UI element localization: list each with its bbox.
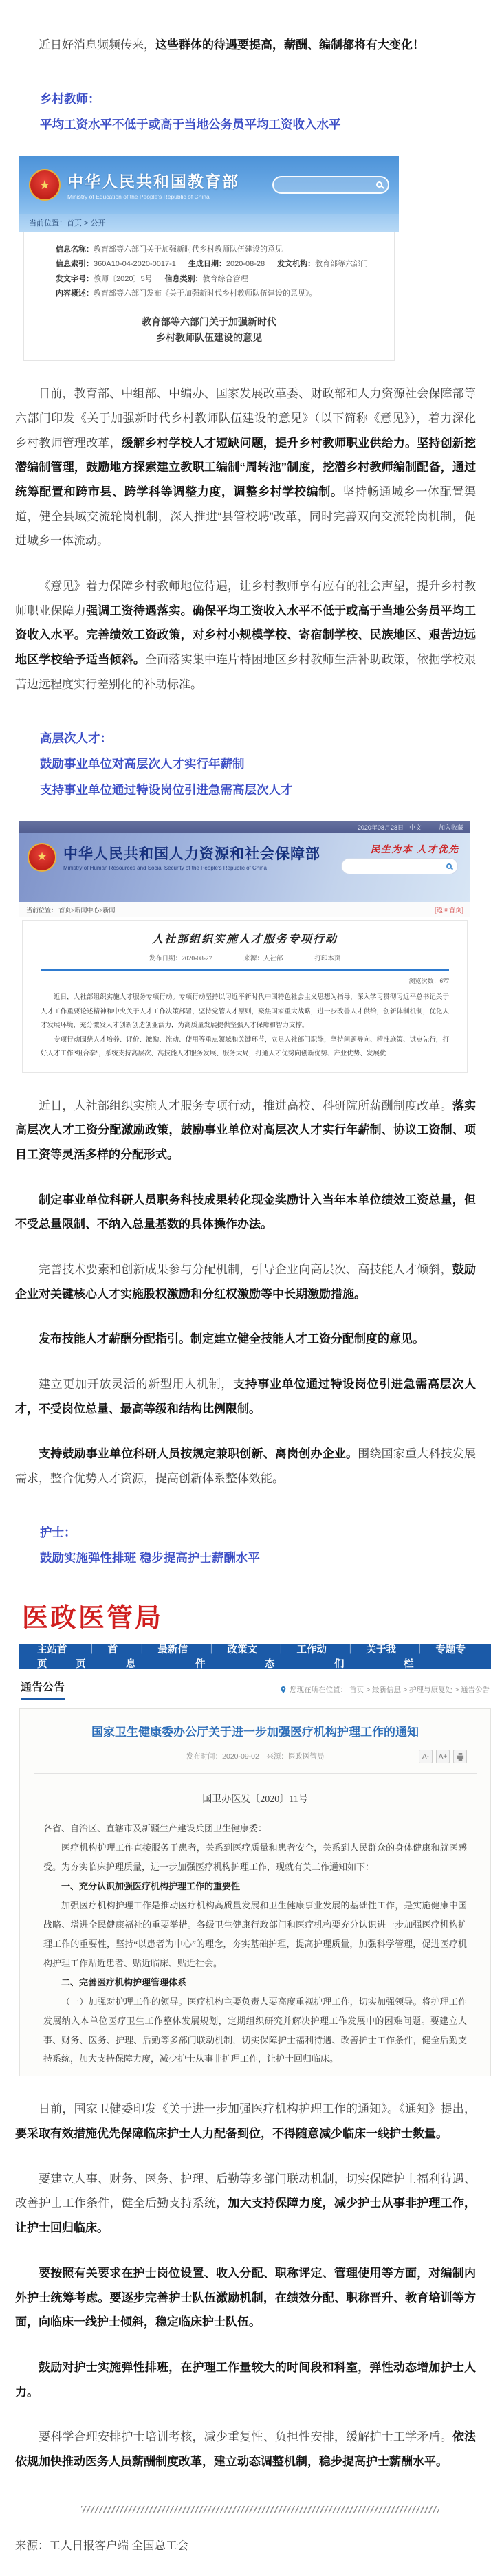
info-label: 信息名称： — [56, 245, 94, 254]
nurses-paragraph-4 — [15, 2355, 476, 2404]
info-label: 内容概述： — [56, 289, 94, 298]
moe-site-header — [19, 156, 399, 214]
text-run: 日前，国家卫健委印发《关于进一步加强医疗机构护理工作的通知》。《通知》提出， — [39, 2102, 476, 2116]
text-run: 完善技术要素和创新成果参与分配机制，引导企业向高层次、高技能人才倾斜， — [39, 1262, 452, 1276]
back-home-link[interactable]: [返回首页] — [435, 906, 463, 914]
nav-item[interactable]: ｜ 最新信息 — [126, 1642, 195, 1671]
text-run: 《意见》着力保障乡村教师地位待遇，让乡村教师享有应有的社会声望，提升乡村教师职业保障力 — [15, 580, 476, 617]
section-talents-heading-block — [15, 726, 476, 804]
text-run: 建立更加开放灵活的新型用人机制， — [39, 1378, 233, 1391]
text-run: 依法依规加快推动医务人员薪酬制度改革，建立动态调整机制，稳步提高护士薪酬水平。 — [15, 2430, 477, 2468]
text-run: 近日好消息频频传来， — [39, 38, 155, 52]
talents-paragraph-6 — [15, 1442, 476, 1490]
text-run: 强调工资待遇落实。确保平均工资收入水平不低于或高于当地公务员平均工资收入水平。完善绩效工资政策，对乡村小规模学校、寄宿制学校、民族地区、艰苦边远地区学校给予适当倾斜。 — [15, 604, 477, 667]
info-label: 生成日期： — [188, 260, 226, 269]
nurses-paragraph-1 — [15, 2097, 476, 2146]
text-run: 加大支持保障力度，减少护士从事非护理工作，让护士回归临床。 — [15, 2197, 477, 2235]
notice-title: 国家卫生健康委办公厅关于进一步加强医疗机构护理工作的通知 — [91, 1726, 419, 1739]
mohrss-article-card — [22, 920, 468, 1072]
print-button[interactable] — [453, 1750, 467, 1763]
font-increase-button[interactable]: A+ — [436, 1750, 450, 1763]
print-page-link[interactable]: 打印本页 — [314, 956, 341, 963]
mohrss-website-screenshot — [19, 821, 470, 1072]
intro-paragraph — [15, 33, 476, 58]
nav-item[interactable]: ｜ 关于我们 — [334, 1642, 404, 1671]
nurses-paragraph-5 — [15, 2425, 476, 2474]
nhc-notice-card — [19, 1708, 491, 2076]
mohrss-article-paragraph-2: 专项行动围绕人才培养、评价、激励、流动、使用等重点领域和关键环节，立足人社部门职能，坚持问题导向、精准施策、试点先行，打好人才工作“组合拳”，系统支持高层次、高技能人才服务发展、服务大局，打通人才优势向创新优势、产业优势、发展优 — [41, 1036, 449, 1058]
nurses-paragraph-3 — [15, 2261, 476, 2335]
mohrss-site-titles — [63, 843, 320, 871]
source-line: 来源：工人日报客户端 全国总工会 — [15, 2539, 189, 2552]
text-run: 这些群体的待遇要提高，薪酬、编制都将有大变化！ — [155, 38, 424, 52]
font-decrease-button[interactable]: A- — [419, 1750, 433, 1763]
text-run: 围绕国家重大科技发展需求，整合优势人才资源，提高创新体系整体效能。 — [15, 1447, 476, 1486]
info-label: 信息类别： — [164, 274, 203, 283]
slash-divider — [81, 2506, 439, 2513]
text-run: 落实高层次人才工资分配激励政策，鼓励事业单位对高层次人才实行年薪制、协议工资制、项目工资等灵活多样的分配形式。 — [15, 1099, 477, 1161]
notice-doc-number: 国卫办医发〔2020〕11号 — [202, 1794, 308, 1805]
mohrss-article-meta — [41, 953, 449, 962]
text-run: 支持鼓励事业单位科研人员按规定兼职创新、离岗创办企业。 — [39, 1447, 358, 1461]
info-label: 信息索引： — [56, 260, 94, 269]
info-value: 360A10-04-2020-0017-1 — [94, 260, 176, 269]
nhc-section-row — [19, 1669, 491, 1706]
notice-paragraph-3: （一）加强对护理工作的领导。医疗机构主要负责人要高度重视护理工作，切实加强领导。将护理工作发展纳入本单位医疗卫生工作整体发展规划，定期组织研究并解决护理工作发展中的困难问题。要建立人事、财务、医务、护理、后勤等多部门联动机制，切实保障护士福利待遇、改善护士工作条件，健全后勤支持系统，加大支持保障力度，减少护士从事非护理工作，让护士回归临床。 — [43, 1996, 467, 2065]
view-count: 浏览次数：677 — [408, 978, 449, 985]
info-label: 发文机构： — [277, 260, 316, 269]
divider — [41, 969, 449, 971]
topbar-date: 2020年08月28日 — [357, 824, 404, 831]
moe-document-title — [34, 302, 384, 361]
section-teachers-heading-block — [15, 87, 476, 138]
nav-item[interactable]: ｜ 政策文件 — [195, 1642, 265, 1671]
teachers-heading: 乡村教师： — [40, 91, 100, 106]
moe-site-title-cn: 中华人民共和国教育部 — [67, 173, 239, 191]
mohrss-site-title-en: Ministry of Human Resources and Social Security of the People's Republic of China — [63, 865, 267, 872]
search-icon[interactable] — [446, 863, 452, 869]
info-value: 2020-08-28 — [226, 260, 265, 269]
notice-salutation: 各省、自治区、直辖市及新疆生产建设兵团卫生健康委： — [43, 1823, 268, 1834]
nav-item[interactable]: ｜ 首页 — [76, 1642, 126, 1671]
topbar-separator: ｜ — [426, 824, 433, 831]
nhc-site-logo: 医政医管局 — [22, 1604, 164, 1633]
text-run: 日前，教育部、中组部、中编办、国家发展改革委、财政部和人力资源社会保障部等六部门印发《关于加强新时代乡村教师队伍建设的意见》（以下简称《意见》），着力深化乡村教师管理改革， — [15, 387, 476, 450]
notice-paragraph-1: 医疗机构护理工作直接服务于患者，关系到医疗质量和患者安全，关系到人民群众的身体健康和就医感受。为夯实临床护理质量，进一步加强医疗机构护理工作，现就有关工作通知如下： — [43, 1842, 467, 1873]
emblem-star-icon: ★ — [36, 851, 47, 863]
publish-date: 发布日期：2020-08-27 — [149, 956, 212, 963]
text-run: 要采取有效措施优先保障临床护士人力配备到位，不得随意减少临床一线护士数量。 — [15, 2127, 448, 2141]
mohrss-article-title: 人社部组织实施人才服务专项行动 — [151, 934, 338, 946]
talents-heading: 高层次人才： — [40, 731, 112, 745]
info-value: 教育部等六部门 — [315, 260, 369, 269]
talents-paragraph-4 — [15, 1327, 476, 1352]
text-run: 近日，人社部组织实施人才服务专项行动，推进高校、科研院所薪酬制度改革。 — [39, 1099, 452, 1112]
nav-item[interactable]: ｜ 专题专栏 — [404, 1642, 473, 1671]
breadcrumb-text[interactable]: 您现在所在位置： 首页 > 最新信息 > 护理与康复处 > 通告公告 — [290, 1686, 490, 1695]
breadcrumb[interactable]: 当前位置：首页 > 公开 — [19, 214, 399, 232]
text-run: 鼓励对护士实施弹性排班，在护理工作量较大的时间段和科室，弹性动态增加护士人力。 — [15, 2360, 476, 2399]
emblem-star-icon: ★ — [39, 177, 51, 192]
text-run: 支持事业单位通过特设岗位引进急需高层次人才，不受岗位总量、最高等级和结构比例限制。 — [15, 1378, 477, 1416]
talents-subheading-1: 鼓励事业单位对高层次人才实行年薪制 — [40, 757, 245, 771]
location-pin-icon — [280, 1686, 287, 1693]
moe-site-titles — [67, 169, 272, 200]
notice-heading-2: 二、完善医疗机构护理管理体系 — [61, 1977, 187, 1988]
info-row — [56, 243, 384, 257]
moe-website-screenshot — [19, 156, 399, 361]
moe-site-title-en: Ministry of Education of the People's Republic of China — [67, 193, 210, 201]
notice-meta-row — [43, 1751, 467, 1766]
info-label: 发文字号： — [56, 274, 94, 283]
notice-body — [43, 1819, 467, 2069]
section-nurses-heading-block — [15, 1520, 476, 1572]
nav-item[interactable]: 主站首页 — [37, 1644, 67, 1671]
talents-paragraph-5 — [15, 1372, 476, 1421]
notice-paragraph-2: 加强医疗机构护理工作是推动医疗机构高质量发展和卫生健康事业发展的基础性工作，是实施健康中国战略、增进全民健康福祉的重要举措。各级卫生健康行政部门和医疗机构要充分认识进一步加强医疗机构护理工作的重要性，坚持“以患者为中心”的理念，夯实基础护理，提高护理质量，加强科学管理，促进医疗机构护理工作贴近患者、贴近临床、贴近社会。 — [43, 1900, 467, 1968]
text-run: 制定事业单位科研人员职务科技成果转化现金奖励计入当年本单位绩效工资总量，但不受总量限制、不纳入总量基数的具体操作办法。 — [15, 1193, 476, 1231]
mohrss-site-header — [19, 833, 470, 902]
text-run: 要按照有关要求在护士岗位设置、收入分配、职称评定、管理使用等方面，对编制内外护士统筹考虑。要逐步完善护士队伍激励机制，在绩效分配、职称晋升、教育培训等方面，向临床一线护士倾斜，稳定临床护士队伍。 — [15, 2266, 476, 2329]
topbar-lang-link[interactable]: 中文 — [408, 824, 422, 831]
nurses-subheading: 鼓励实施弹性排班 稳步提高护士薪酬水平 — [40, 1551, 260, 1565]
national-emblem-icon — [29, 169, 61, 201]
mohrss-topbar — [19, 821, 470, 833]
text-run: 发布技能人才薪酬分配指引。制定建立健全技能人才工资分配制度的意见。 — [39, 1332, 424, 1346]
info-row — [56, 272, 384, 287]
notice-meta: 发布时间：2020-09-02 来源：医政医管局 — [186, 1752, 325, 1761]
info-value: 教育综合管理 — [202, 274, 248, 283]
search-icon[interactable] — [376, 181, 382, 188]
talents-paragraph-2 — [15, 1188, 476, 1237]
nurses-paragraph-2 — [15, 2167, 476, 2241]
teachers-paragraph-1 — [15, 382, 476, 553]
text-run: 鼓励企业对关键核心人才实施股权激励和分红权激励等中长期激励措施。 — [15, 1262, 477, 1301]
info-value: 教师〔2020〕5号 — [94, 274, 153, 283]
info-row — [56, 257, 384, 272]
text-run: 要建立人事、财务、医务、护理、后勤等多部门联动机制，切实保障护士福利待遇、改善护士工作条件，健全后勤支持系统， — [15, 2172, 476, 2210]
text-run: 要科学合理安排护士培训考核，减少重复性、负担性安排，缓解护士工学矛盾。 — [39, 2430, 452, 2444]
text-run: 坚持畅通城乡一体配置渠道，健全县域交流轮岗机制，深入推进“县管校聘”改革，同时完善双向交流轮岗机制，促进城乡一体流动。 — [15, 485, 477, 548]
nurses-heading: 护士： — [40, 1525, 76, 1539]
search-input[interactable] — [272, 176, 389, 194]
teachers-subheading: 平均工资水平不低于或高于当地公务员平均工资收入水平 — [40, 118, 341, 132]
moe-document-title-line1: 教育部等六部门关于加强新时代 — [142, 316, 276, 327]
teachers-paragraph-2 — [15, 574, 476, 696]
printer-icon — [457, 1753, 464, 1761]
breadcrumb[interactable]: 当前位置： 首页>新闻中心>新闻 — [26, 906, 116, 914]
notice-toolbar — [419, 1750, 467, 1763]
national-emblem-icon — [28, 843, 56, 872]
mohrss-article-paragraph-1: 近日，人社部组织实施人才服务专项行动。专项行动坚持以习近平新时代中国特色社会主义思想为指导，深入学习贯彻习近平总书记关于人才工作重要论述精神和中央关于人才工作决策部署，坚持党管人才原则，聚焦国家重大战略，进一步改善人才供给，创新体制机制，优化人才发展环境，充分激发人才创新创造创业活力，为高质量发展提供坚强人才保障和智力支撑。 — [41, 994, 449, 1030]
text-run: 缓解乡村学校人才短缺问题，提升乡村教师职业供给力。坚持创新挖潜编制管理，鼓励地方探索建立教职工编制“周转池”制度，挖潜乡村教师编制配备，通过统筹配置和跨市县、跨学科等调整力度，调整乡村学校编制。 — [15, 436, 477, 499]
search-input[interactable] — [341, 858, 458, 874]
article-source: 来源：人社部 — [243, 956, 283, 963]
talents-paragraph-3 — [15, 1257, 476, 1306]
nhc-website-screenshot — [19, 1589, 491, 2076]
nhc-section-title: 通告公告 — [21, 1678, 65, 1700]
nhc-breadcrumb[interactable] — [280, 1684, 490, 1700]
divider — [34, 1773, 477, 1774]
moe-document-title-line2: 乡村教师队伍建设的意见 — [156, 332, 262, 344]
info-value: 教育部等六部门关于加强新时代乡村教师队伍建设的意见 — [94, 245, 283, 254]
mohrss-breadcrumb-row — [19, 902, 470, 917]
text-run: 全面落实集中连片特困地区乡村教师生活补助政策，依据学校艰苦边远程度实行差别化的补助标准。 — [15, 653, 477, 691]
nhc-nav-bar — [19, 1644, 491, 1669]
info-row — [56, 287, 384, 301]
talents-paragraph-1 — [15, 1094, 476, 1167]
topbar-favorite-link[interactable]: 加入收藏 — [438, 824, 463, 831]
mohrss-slogan: 民生为本 人才优先 — [370, 844, 459, 855]
mohrss-site-title-cn: 中华人民共和国人力资源和社会保障部 — [63, 846, 320, 863]
notice-heading-1: 一、充分认识加强医疗机构护理工作的重要性 — [61, 1881, 241, 1892]
moe-document-card — [23, 232, 395, 361]
nav-item[interactable]: ｜ 工作动态 — [265, 1642, 334, 1671]
talents-subheading-2: 支持事业单位通过特设岗位引进急需高层次人才 — [40, 782, 293, 797]
info-value: 教育部等六部门发布《关于加强新时代乡村教师队伍建设的意见》。 — [94, 289, 317, 298]
